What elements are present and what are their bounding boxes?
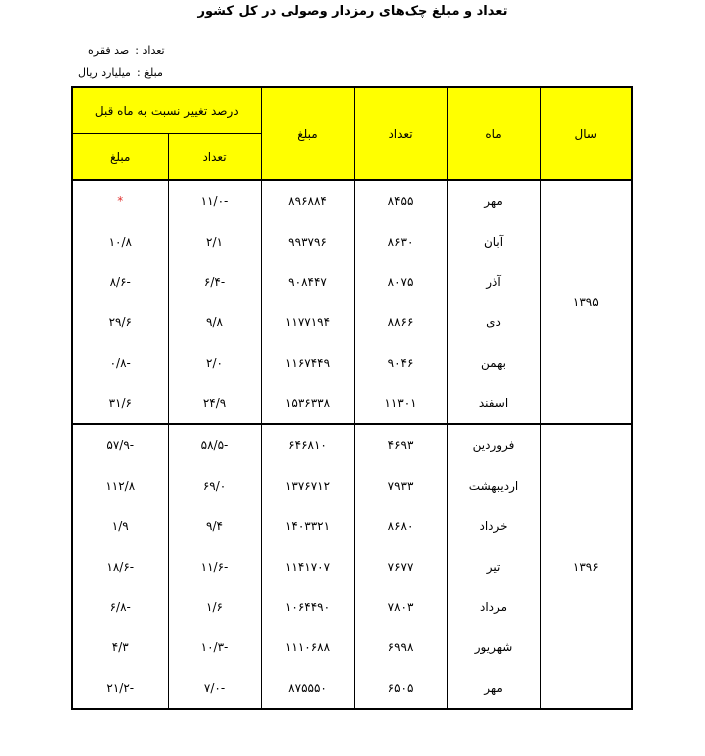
- month-cell: اردیبهشت: [447, 466, 540, 506]
- pct-amount-cell: -۲۱/۲: [72, 668, 168, 709]
- amount-cell: ۸۷۵۵۵۰: [261, 668, 354, 709]
- pct-count-cell: ۲۴/۹: [168, 383, 261, 424]
- month-cell: مرداد: [447, 587, 540, 627]
- amount-unit-value: میلیارد ریال: [78, 66, 131, 79]
- month-cell: شهریور: [447, 627, 540, 667]
- pct-amount-cell: ۳۱/۶: [72, 383, 168, 424]
- amount-cell: ۱۰۶۴۴۹۰: [261, 587, 354, 627]
- count-cell: ۸۴۵۵: [354, 180, 447, 221]
- count-cell: ۹۰۴۶: [354, 343, 447, 383]
- pct-count-cell: -۱۱/۰: [168, 180, 261, 221]
- month-cell: مهر: [447, 180, 540, 221]
- pct-count-cell: -۶/۴: [168, 262, 261, 302]
- table-row: [72, 424, 632, 465]
- header-pct-count: تعداد: [168, 134, 261, 181]
- month-cell: تیر: [447, 546, 540, 586]
- month-cell: مهر: [447, 668, 540, 709]
- amount-cell: ۱۱۶۷۴۴۹: [261, 343, 354, 383]
- pct-amount-cell: ۱۱۲/۸: [72, 466, 168, 506]
- count-cell: ۶۵۰۵: [354, 668, 447, 709]
- pct-amount-cell: ۱۰/۸: [72, 221, 168, 261]
- pct-amount-cell: -۸/۶: [72, 262, 168, 302]
- count-unit-value: صد فقره: [88, 44, 130, 57]
- count-cell: ۷۸۰۳: [354, 587, 447, 627]
- amount-cell: ۱۴۰۳۳۲۱: [261, 506, 354, 546]
- pct-count-cell: -۱۱/۶: [168, 546, 261, 586]
- amount-cell: ۹۰۸۴۴۷: [261, 262, 354, 302]
- pct-count-cell: ۹/۸: [168, 302, 261, 342]
- count-cell: ۷۶۷۷: [354, 546, 447, 586]
- pct-count-cell: ۹/۴: [168, 506, 261, 546]
- amount-unit-note: [78, 66, 163, 79]
- month-cell: خرداد: [447, 506, 540, 546]
- pct-amount-cell: -۱۸/۶: [72, 546, 168, 586]
- table-row: [72, 180, 632, 221]
- pct-amount-cell: -۵۷/۹: [72, 424, 168, 465]
- amount-cell: ۸۹۶۸۸۴: [261, 180, 354, 221]
- amount-cell: ۱۱۱۰۶۸۸: [261, 627, 354, 667]
- amount-cell: ۱۳۷۶۷۱۲: [261, 466, 354, 506]
- pct-amount-cell: -۶/۸: [72, 587, 168, 627]
- amount-unit-key: مبلغ :: [136, 66, 163, 79]
- amount-cell: ۹۹۳۷۹۶: [261, 221, 354, 261]
- amount-cell: ۱۱۴۱۷۰۷: [261, 546, 354, 586]
- count-unit-key: تعداد :: [135, 44, 165, 57]
- month-cell: اسفند: [447, 383, 540, 424]
- pct-count-cell: -۷/۰: [168, 668, 261, 709]
- count-cell: ۸۶۸۰: [354, 506, 447, 546]
- amount-cell: ۱۱۷۷۱۹۴: [261, 302, 354, 342]
- month-cell: آذر: [447, 262, 540, 302]
- pct-amount-cell: *: [72, 180, 168, 221]
- header-pct-amount: مبلغ: [72, 134, 168, 181]
- header-amount: مبلغ: [261, 87, 354, 180]
- count-cell: ۷۹۳۳: [354, 466, 447, 506]
- pct-count-cell: ۲/۱: [168, 221, 261, 261]
- header-pct-group: درصد تغییر نسبت به ماه قبل: [72, 87, 261, 134]
- pct-amount-cell: ۴/۳: [72, 627, 168, 667]
- pct-count-cell: ۱/۶: [168, 587, 261, 627]
- amount-cell: ۱۵۳۶۳۳۸: [261, 383, 354, 424]
- header-month: ماه: [447, 87, 540, 180]
- month-cell: دی: [447, 302, 540, 342]
- page-title: تعداد و مبلغ چک‌های رمزدار وصولی در کل کشور: [197, 4, 508, 19]
- month-cell: آبان: [447, 221, 540, 261]
- header-count: تعداد: [354, 87, 447, 180]
- pct-count-cell: ۶۹/۰: [168, 466, 261, 506]
- header-year: سال: [540, 87, 632, 180]
- pct-amount-cell: ۱/۹: [72, 506, 168, 546]
- table-body: [72, 180, 632, 709]
- cheques-table: [71, 86, 633, 710]
- count-cell: ۱۱۳۰۱: [354, 383, 447, 424]
- pct-amount-cell: ۲۹/۶: [72, 302, 168, 342]
- month-cell: فروردین: [447, 424, 540, 465]
- year-cell: ۱۳۹۶: [540, 424, 632, 709]
- pct-amount-cell: -۰/۸: [72, 343, 168, 383]
- count-unit-note: [88, 44, 165, 57]
- pct-count-cell: -۵۸/۵: [168, 424, 261, 465]
- pct-count-cell: -۱۰/۳: [168, 627, 261, 667]
- count-cell: ۶۹۹۸: [354, 627, 447, 667]
- count-cell: ۸۸۶۶: [354, 302, 447, 342]
- amount-cell: ۶۴۶۸۱۰: [261, 424, 354, 465]
- count-cell: ۴۶۹۳: [354, 424, 447, 465]
- count-cell: ۸۰۷۵: [354, 262, 447, 302]
- year-cell: ۱۳۹۵: [540, 180, 632, 424]
- count-cell: ۸۶۳۰: [354, 221, 447, 261]
- pct-count-cell: ۲/۰: [168, 343, 261, 383]
- month-cell: بهمن: [447, 343, 540, 383]
